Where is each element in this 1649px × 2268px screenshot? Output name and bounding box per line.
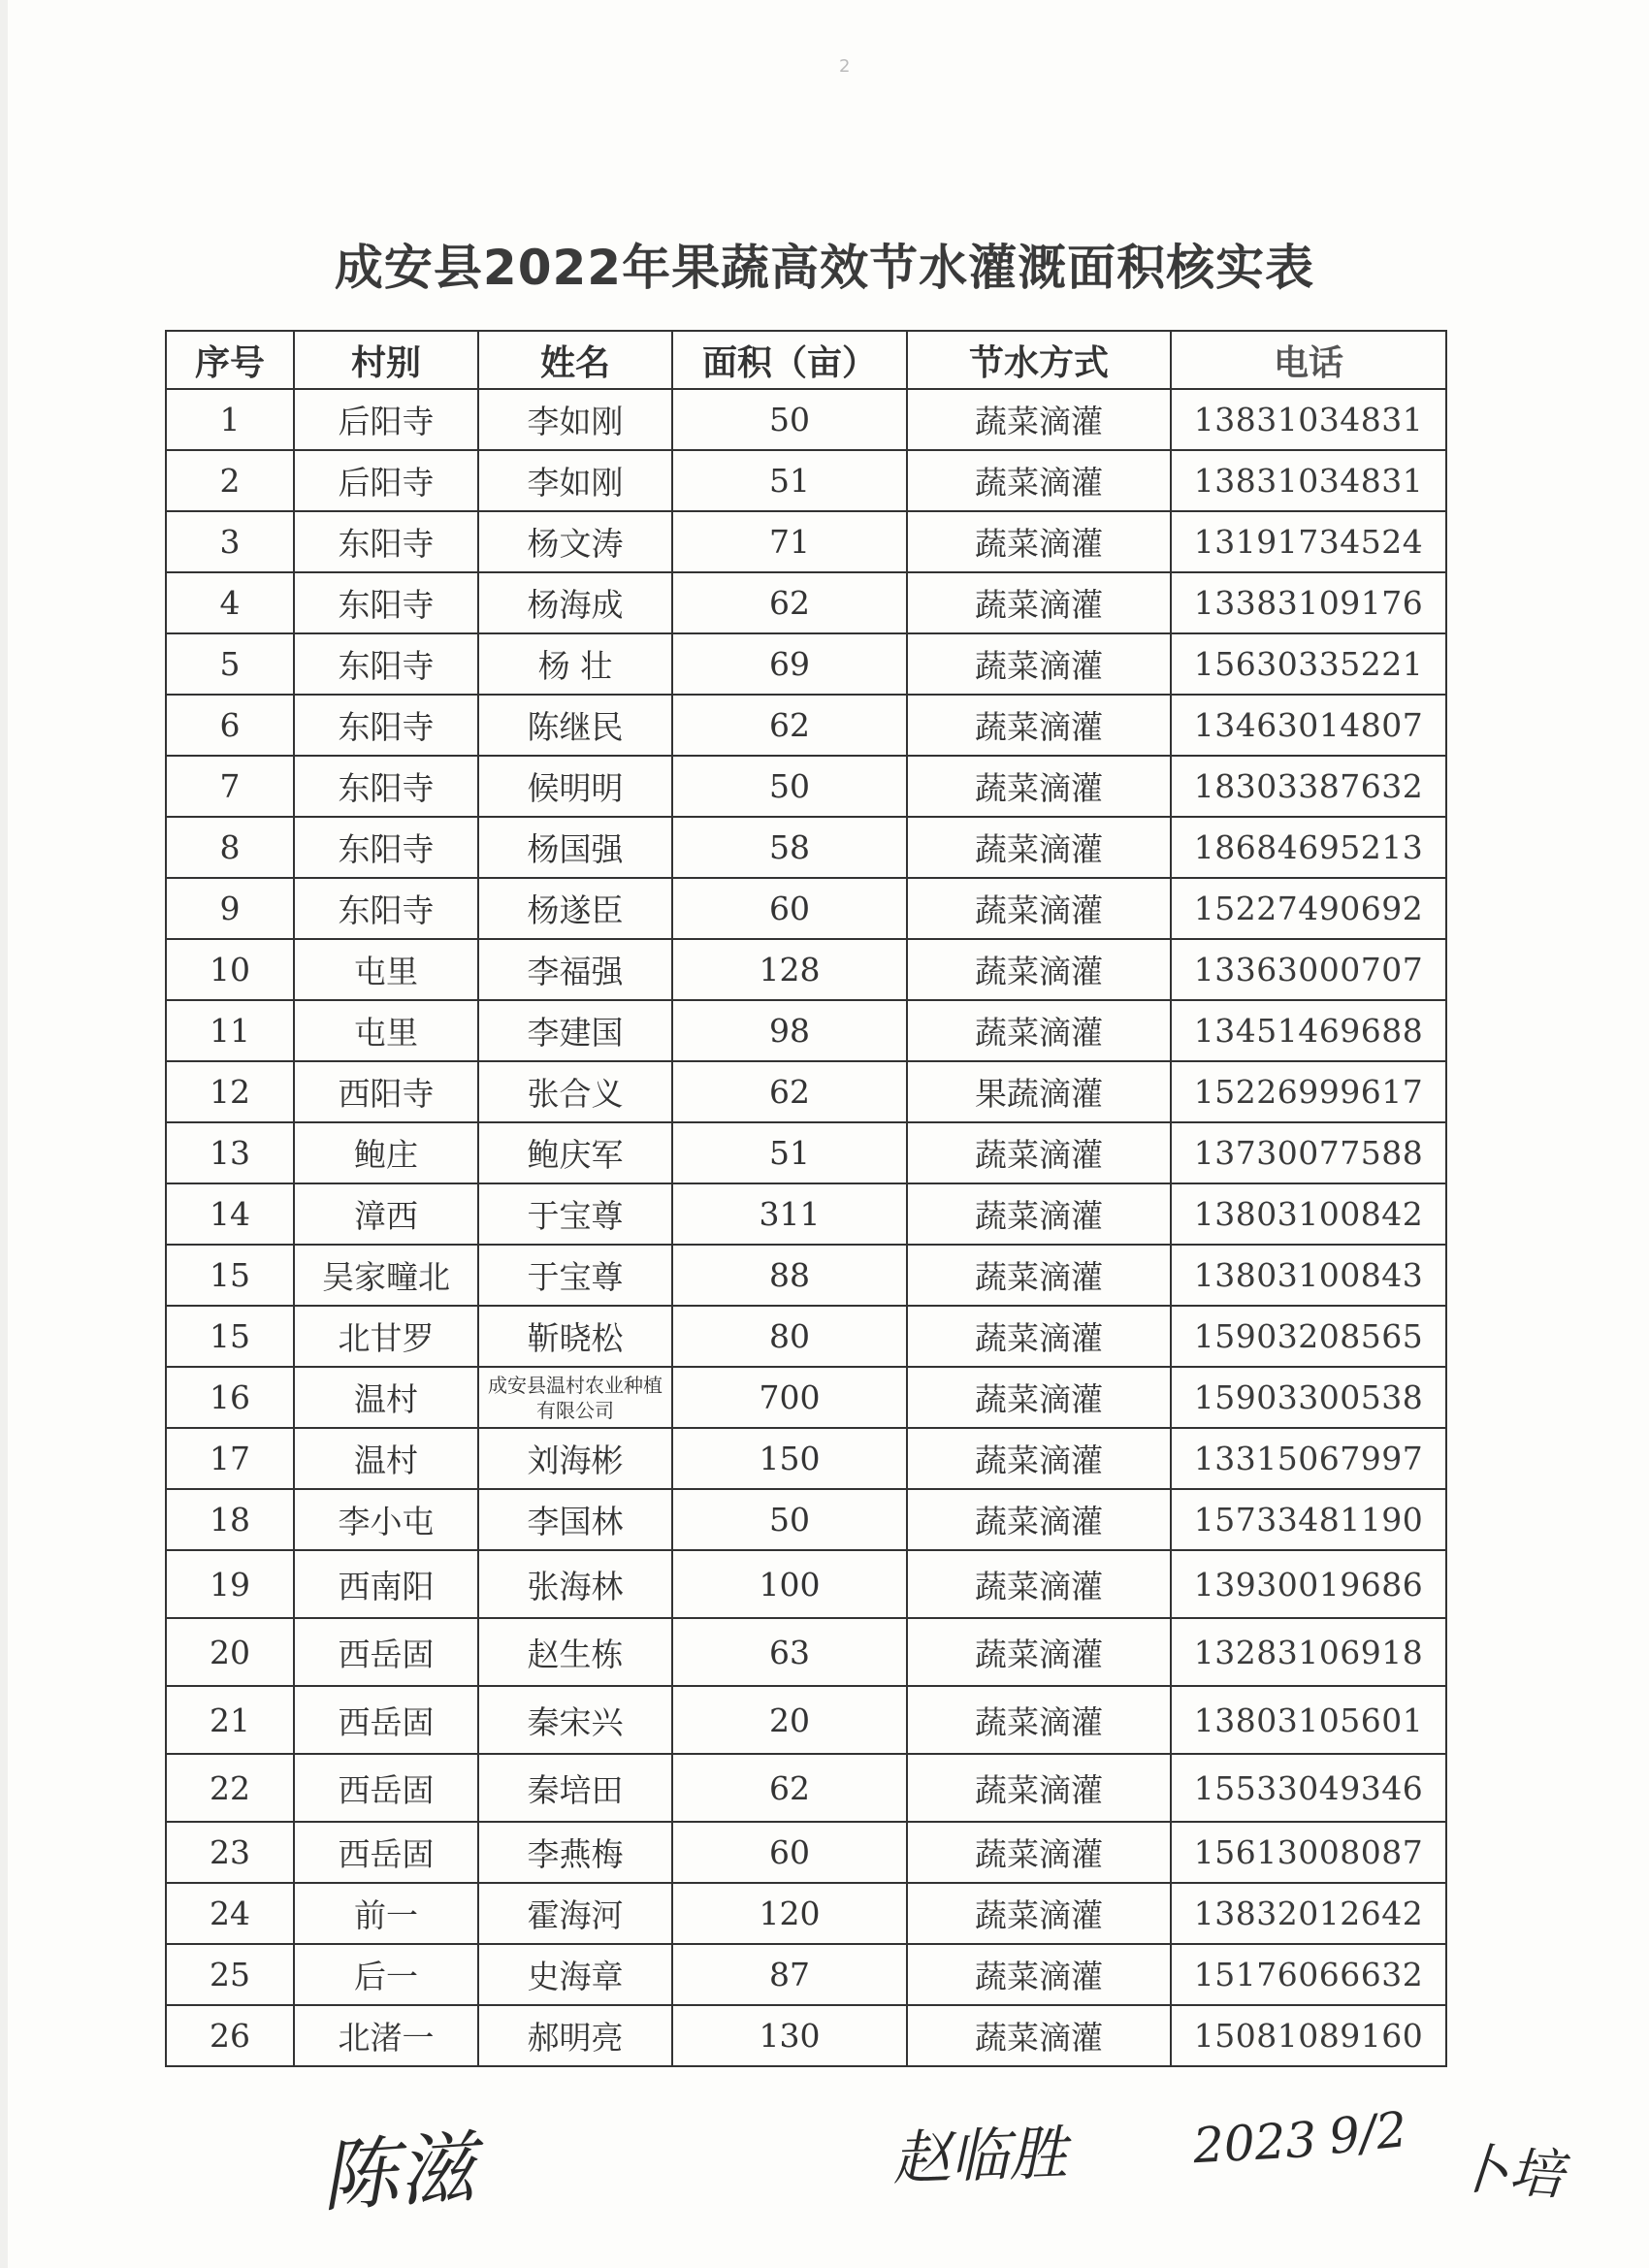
table-row	[166, 450, 1446, 511]
signature-middle: 赵临胜	[891, 2119, 1069, 2194]
header-name: 姓名	[478, 331, 672, 389]
cell-method: 蔬菜滴灌	[907, 389, 1171, 450]
cell-phone: 13463014807	[1171, 695, 1446, 756]
header-phone: 电话	[1171, 331, 1446, 389]
cell-method: 蔬菜滴灌	[907, 1428, 1171, 1489]
cell-area: 150	[672, 1428, 907, 1489]
cell-village: 西岳固	[294, 1686, 478, 1754]
signature-left: 陈滋	[317, 2122, 479, 2223]
cell-method: 蔬菜滴灌	[907, 1245, 1171, 1306]
cell-serial: 1	[166, 389, 294, 450]
cell-method: 蔬菜滴灌	[907, 450, 1171, 511]
cell-area: 120	[672, 1883, 907, 1944]
table-row	[166, 756, 1446, 817]
cell-village: 东阳寺	[294, 633, 478, 695]
cell-area: 100	[672, 1550, 907, 1618]
cell-serial: 11	[166, 1000, 294, 1061]
table-body	[166, 389, 1446, 2066]
cell-serial: 17	[166, 1428, 294, 1489]
table-row	[166, 1822, 1446, 1883]
cell-method: 蔬菜滴灌	[907, 1183, 1171, 1245]
cell-name: 张海林	[478, 1550, 672, 1618]
table-row	[166, 2005, 1446, 2066]
cell-phone: 18303387632	[1171, 756, 1446, 817]
header-row	[166, 331, 1446, 389]
table-row	[166, 1306, 1446, 1367]
cell-serial: 19	[166, 1550, 294, 1618]
cell-method: 蔬菜滴灌	[907, 1000, 1171, 1061]
cell-phone: 15227490692	[1171, 878, 1446, 939]
signature-date-year: 2023	[1191, 2111, 1318, 2175]
cell-area: 50	[672, 389, 907, 450]
cell-method: 蔬菜滴灌	[907, 817, 1171, 878]
cell-name: 李燕梅	[478, 1822, 672, 1883]
cell-phone: 13451469688	[1171, 1000, 1446, 1061]
cell-method: 蔬菜滴灌	[907, 1367, 1171, 1428]
cell-name: 杨 壮	[478, 633, 672, 695]
table-row	[166, 572, 1446, 633]
cell-method: 蔬菜滴灌	[907, 756, 1171, 817]
cell-method: 蔬菜滴灌	[907, 695, 1171, 756]
cell-serial: 26	[166, 2005, 294, 2066]
cell-village: 北甘罗	[294, 1306, 478, 1367]
table-row	[166, 878, 1446, 939]
cell-area: 71	[672, 511, 907, 572]
cell-method: 蔬菜滴灌	[907, 1550, 1171, 1618]
cell-name: 杨文涛	[478, 511, 672, 572]
cell-method: 蔬菜滴灌	[907, 1618, 1171, 1686]
cell-name: 秦宋兴	[478, 1686, 672, 1754]
cell-name: 李如刚	[478, 389, 672, 450]
cell-phone: 13191734524	[1171, 511, 1446, 572]
cell-village: 东阳寺	[294, 817, 478, 878]
cell-area: 62	[672, 572, 907, 633]
cell-phone: 13803100843	[1171, 1245, 1446, 1306]
cell-area: 20	[672, 1686, 907, 1754]
cell-village: 东阳寺	[294, 878, 478, 939]
table-row	[166, 1883, 1446, 1944]
table-row	[166, 633, 1446, 695]
cell-area: 87	[672, 1944, 907, 2005]
cell-serial: 9	[166, 878, 294, 939]
cell-serial: 25	[166, 1944, 294, 2005]
cell-area: 50	[672, 756, 907, 817]
cell-area: 58	[672, 817, 907, 878]
cell-name: 赵生栋	[478, 1618, 672, 1686]
cell-name: 霍海河	[478, 1883, 672, 1944]
table-row	[166, 695, 1446, 756]
cell-serial: 6	[166, 695, 294, 756]
cell-serial: 13	[166, 1122, 294, 1183]
cell-village: 前一	[294, 1883, 478, 1944]
table-row	[166, 1550, 1446, 1618]
cell-name: 李福强	[478, 939, 672, 1000]
cell-phone: 13315067997	[1171, 1428, 1446, 1489]
cell-phone: 15613008087	[1171, 1822, 1446, 1883]
cell-serial: 7	[166, 756, 294, 817]
cell-phone: 13803100842	[1171, 1183, 1446, 1245]
cell-method: 果蔬滴灌	[907, 1061, 1171, 1122]
cell-phone: 13283106918	[1171, 1618, 1446, 1686]
table-row	[166, 511, 1446, 572]
header-serial: 序号	[166, 331, 294, 389]
cell-village: 后一	[294, 1944, 478, 2005]
cell-name: 陈继民	[478, 695, 672, 756]
cell-phone: 15903300538	[1171, 1367, 1446, 1428]
cell-area: 51	[672, 450, 907, 511]
cell-village: 温村	[294, 1428, 478, 1489]
cell-phone: 13831034831	[1171, 450, 1446, 511]
cell-village: 西岳固	[294, 1618, 478, 1686]
cell-method: 蔬菜滴灌	[907, 633, 1171, 695]
cell-area: 60	[672, 1822, 907, 1883]
cell-village: 西阳寺	[294, 1061, 478, 1122]
cell-phone: 13831034831	[1171, 389, 1446, 450]
header-method: 节水方式	[907, 331, 1171, 389]
table-row	[166, 1122, 1446, 1183]
cell-serial: 2	[166, 450, 294, 511]
cell-method: 蔬菜滴灌	[907, 878, 1171, 939]
cell-serial: 10	[166, 939, 294, 1000]
cell-area: 62	[672, 1061, 907, 1122]
cell-area: 60	[672, 878, 907, 939]
cell-area: 311	[672, 1183, 907, 1245]
cell-name: 候明明	[478, 756, 672, 817]
cell-name: 于宝尊	[478, 1245, 672, 1306]
cell-phone: 13832012642	[1171, 1883, 1446, 1944]
cell-serial: 22	[166, 1754, 294, 1822]
cell-method: 蔬菜滴灌	[907, 572, 1171, 633]
cell-area: 63	[672, 1618, 907, 1686]
table-row	[166, 817, 1446, 878]
header-village: 村别	[294, 331, 478, 389]
cell-method: 蔬菜滴灌	[907, 1883, 1171, 1944]
cell-method: 蔬菜滴灌	[907, 1686, 1171, 1754]
cell-area: 50	[672, 1489, 907, 1550]
table-row	[166, 939, 1446, 1000]
cell-serial: 21	[166, 1686, 294, 1754]
cell-method: 蔬菜滴灌	[907, 1306, 1171, 1367]
cell-method: 蔬菜滴灌	[907, 1754, 1171, 1822]
cell-method: 蔬菜滴灌	[907, 1489, 1171, 1550]
table-row	[166, 1000, 1446, 1061]
cell-phone: 13383109176	[1171, 572, 1446, 633]
table-row	[166, 1061, 1446, 1122]
cell-phone: 15533049346	[1171, 1754, 1446, 1822]
table-row	[166, 1754, 1446, 1822]
cell-method: 蔬菜滴灌	[907, 1822, 1171, 1883]
page-mark: 2	[839, 56, 851, 77]
table-row	[166, 389, 1446, 450]
cell-method: 蔬菜滴灌	[907, 939, 1171, 1000]
cell-name: 秦培田	[478, 1754, 672, 1822]
cell-phone: 15733481190	[1171, 1489, 1446, 1550]
cell-name: 刘海彬	[478, 1428, 672, 1489]
verification-table	[165, 330, 1447, 2067]
cell-serial: 15	[166, 1245, 294, 1306]
cell-area: 128	[672, 939, 907, 1000]
cell-phone: 15176066632	[1171, 1944, 1446, 2005]
cell-method: 蔬菜滴灌	[907, 1944, 1171, 2005]
cell-phone: 13803105601	[1171, 1686, 1446, 1754]
cell-village: 吴家疃北	[294, 1245, 478, 1306]
cell-name: 鲍庆军	[478, 1122, 672, 1183]
cell-area: 130	[672, 2005, 907, 2066]
cell-serial: 20	[166, 1618, 294, 1686]
table-row	[166, 1686, 1446, 1754]
cell-village: 后阳寺	[294, 450, 478, 511]
cell-name: 张合义	[478, 1061, 672, 1122]
cell-name: 史海章	[478, 1944, 672, 2005]
cell-area: 69	[672, 633, 907, 695]
cell-village: 西南阳	[294, 1550, 478, 1618]
document-title: 成安县2022年果蔬高效节水灌溉面积核实表	[334, 240, 1315, 296]
cell-serial: 5	[166, 633, 294, 695]
cell-village: 屯里	[294, 939, 478, 1000]
cell-name: 杨海成	[478, 572, 672, 633]
cell-phone: 15630335221	[1171, 633, 1446, 695]
cell-serial: 16	[166, 1367, 294, 1428]
cell-serial: 18	[166, 1489, 294, 1550]
cell-name: 成安县温村农业种植有限公司	[478, 1367, 672, 1428]
cell-area: 62	[672, 695, 907, 756]
cell-name: 李建国	[478, 1000, 672, 1061]
cell-method: 蔬菜滴灌	[907, 1122, 1171, 1183]
cell-phone: 18684695213	[1171, 817, 1446, 878]
cell-village: 东阳寺	[294, 695, 478, 756]
cell-name: 李国林	[478, 1489, 672, 1550]
cell-village: 李小屯	[294, 1489, 478, 1550]
table-row	[166, 1428, 1446, 1489]
cell-village: 后阳寺	[294, 389, 478, 450]
cell-village: 西岳固	[294, 1754, 478, 1822]
cell-village: 东阳寺	[294, 572, 478, 633]
cell-serial: 14	[166, 1183, 294, 1245]
table-row	[166, 1367, 1446, 1428]
cell-phone: 15226999617	[1171, 1061, 1446, 1122]
cell-village: 西岳固	[294, 1822, 478, 1883]
cell-village: 屯里	[294, 1000, 478, 1061]
signature-right: 卜培	[1452, 2137, 1566, 2208]
cell-village: 东阳寺	[294, 756, 478, 817]
cell-phone: 13930019686	[1171, 1550, 1446, 1618]
cell-area: 51	[672, 1122, 907, 1183]
cell-serial: 12	[166, 1061, 294, 1122]
cell-village: 漳西	[294, 1183, 478, 1245]
cell-name: 靳晓松	[478, 1306, 672, 1367]
table-row	[166, 1245, 1446, 1306]
cell-name: 李如刚	[478, 450, 672, 511]
cell-name: 杨遂臣	[478, 878, 672, 939]
cell-serial: 23	[166, 1822, 294, 1883]
cell-serial: 8	[166, 817, 294, 878]
table-row	[166, 1489, 1446, 1550]
cell-area: 88	[672, 1245, 907, 1306]
cell-method: 蔬菜滴灌	[907, 511, 1171, 572]
cell-serial: 3	[166, 511, 294, 572]
cell-serial: 15	[166, 1306, 294, 1367]
cell-village: 东阳寺	[294, 511, 478, 572]
cell-phone: 15081089160	[1171, 2005, 1446, 2066]
cell-serial: 24	[166, 1883, 294, 1944]
table-row	[166, 1618, 1446, 1686]
cell-name: 郝明亮	[478, 2005, 672, 2066]
cell-name: 于宝尊	[478, 1183, 672, 1245]
cell-method: 蔬菜滴灌	[907, 2005, 1171, 2066]
table-row	[166, 1944, 1446, 2005]
header-area: 面积（亩）	[672, 331, 907, 389]
cell-serial: 4	[166, 572, 294, 633]
signature-date-day: 9/2	[1326, 2100, 1410, 2166]
cell-village: 鲍庄	[294, 1122, 478, 1183]
cell-area: 62	[672, 1754, 907, 1822]
cell-area: 98	[672, 1000, 907, 1061]
cell-village: 北渚一	[294, 2005, 478, 2066]
cell-name: 杨国强	[478, 817, 672, 878]
cell-phone: 13730077588	[1171, 1122, 1446, 1183]
cell-phone: 15903208565	[1171, 1306, 1446, 1367]
table-row	[166, 1183, 1446, 1245]
cell-phone: 13363000707	[1171, 939, 1446, 1000]
cell-area: 80	[672, 1306, 907, 1367]
cell-area: 700	[672, 1367, 907, 1428]
cell-village: 温村	[294, 1367, 478, 1428]
